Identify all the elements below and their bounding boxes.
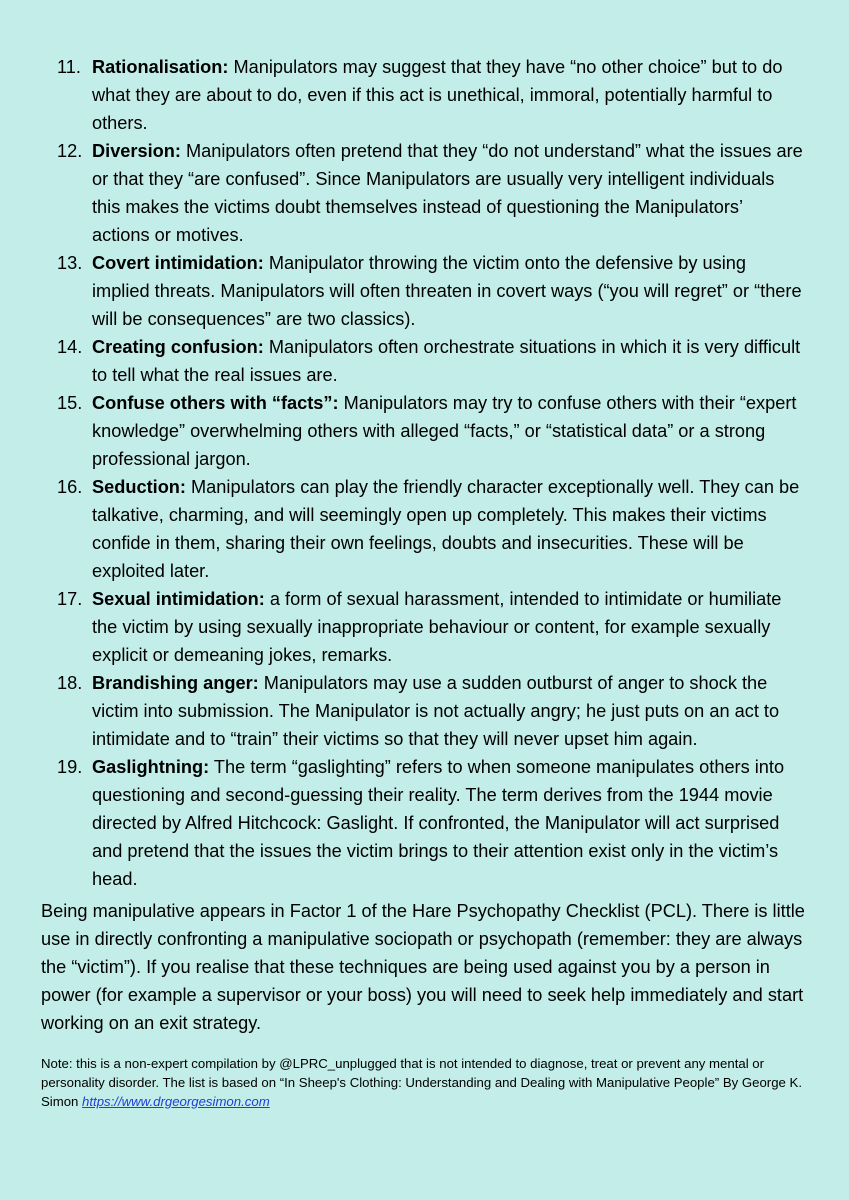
item-term: Seduction: <box>92 477 186 497</box>
item-number: 15. <box>57 393 83 413</box>
footnote-text: Note: this is a non-expert compilation by @LPRC_unplugged that is not intended to diagnose, treat or prevent any mental or personality disorder. The list is based on “In Sheep's Clothing: Understanding and Dealing with Manipulative People” By George K. Simon <box>41 1056 802 1109</box>
item-term: Confuse others with “facts”: <box>92 393 339 413</box>
item-text: The term “gaslighting” refers to when someone manipulates others into questioning and second-guessing their reality. The term derives from the 1944 movie directed by Alfred Hitchcock: Gaslight. If confronted, the Manipulator will act surprised and pretend that the issues the victim brings to their attention exist only in the victim’s head. <box>92 757 785 889</box>
list-item <box>41 137 805 249</box>
list-item <box>41 53 805 137</box>
list-item <box>41 389 805 473</box>
item-term: Gaslightning: <box>92 757 210 777</box>
item-text: Manipulators can play the friendly character exceptionally well. They can be talkative, charming, and will seemingly open up completely. This makes their victims confide in them, sharing their own feelings, doubts and insecurities. These will be exploited later. <box>92 477 800 581</box>
item-number: 16. <box>57 477 83 497</box>
item-text: Manipulators may try to confuse others with their “expert knowledge” overwhelming others with alleged “facts,” or “statistical data” or a strong professional jargon. <box>92 393 797 469</box>
item-term: Covert intimidation: <box>92 253 264 273</box>
item-number: 17. <box>57 589 83 609</box>
list-item <box>41 249 805 333</box>
item-number: 19. <box>57 757 83 777</box>
item-term: Brandishing anger: <box>92 673 259 693</box>
source-link[interactable]: https://www.drgeorgesimon.com <box>82 1094 270 1109</box>
item-term: Sexual intimidation: <box>92 589 265 609</box>
item-text: Manipulators often orchestrate situations in which it is very difficult to tell what the real issues are. <box>92 337 801 385</box>
item-term: Diversion: <box>92 141 181 161</box>
list-item <box>41 473 805 585</box>
list-item <box>41 669 805 753</box>
item-text: Manipulators may suggest that they have “no other choice” but to do what they are about to do, even if this act is unethical, immoral, potentially harmful to others. <box>92 57 783 133</box>
item-text: Manipulator throwing the victim onto the defensive by using implied threats. Manipulators will often threaten in covert ways (“you will regret” or “there will be consequences” are two classics). <box>92 253 802 329</box>
item-number: 18. <box>57 673 83 693</box>
item-term: Creating confusion: <box>92 337 264 357</box>
list-item <box>41 333 805 389</box>
item-text: Manipulators often pretend that they “do not understand” what the issues are or that they “are confused”. Since Manipulators are usually very intelligent individuals this makes the victims doubt themselves instead of questioning the Manipulators’ actions or motives. <box>92 141 803 245</box>
item-number: 12. <box>57 141 83 161</box>
item-text: Manipulators may use a sudden outburst of anger to shock the victim into submission. The Manipulator is not actually angry; he just puts on an act to intimidate and to “train” their victims so that they will never upset him again. <box>92 673 780 749</box>
summary-paragraph: Being manipulative appears in Factor 1 of the Hare Psychopathy Checklist (PCL). There is little use in directly confronting a manipulative sociopath or psychopath (remember: they are always the “victim”). If you realise that these techniques are being used against you by a person in power (for example a supervisor or your boss) you will need to seek help immediately and start working on an exit strategy. <box>41 901 805 1033</box>
item-number: 11. <box>57 57 81 77</box>
item-term: Rationalisation: <box>92 57 229 77</box>
footnote <box>41 1054 805 1111</box>
item-number: 14. <box>57 337 83 357</box>
list-item <box>41 753 805 893</box>
item-text: a form of sexual harassment, intended to intimidate or humiliate the victim by using sexually inappropriate behaviour or content, for example sexually explicit or demeaning jokes, remarks. <box>92 589 782 665</box>
manipulation-techniques-list <box>41 53 805 893</box>
item-number: 13. <box>57 253 83 273</box>
list-item <box>41 585 805 669</box>
